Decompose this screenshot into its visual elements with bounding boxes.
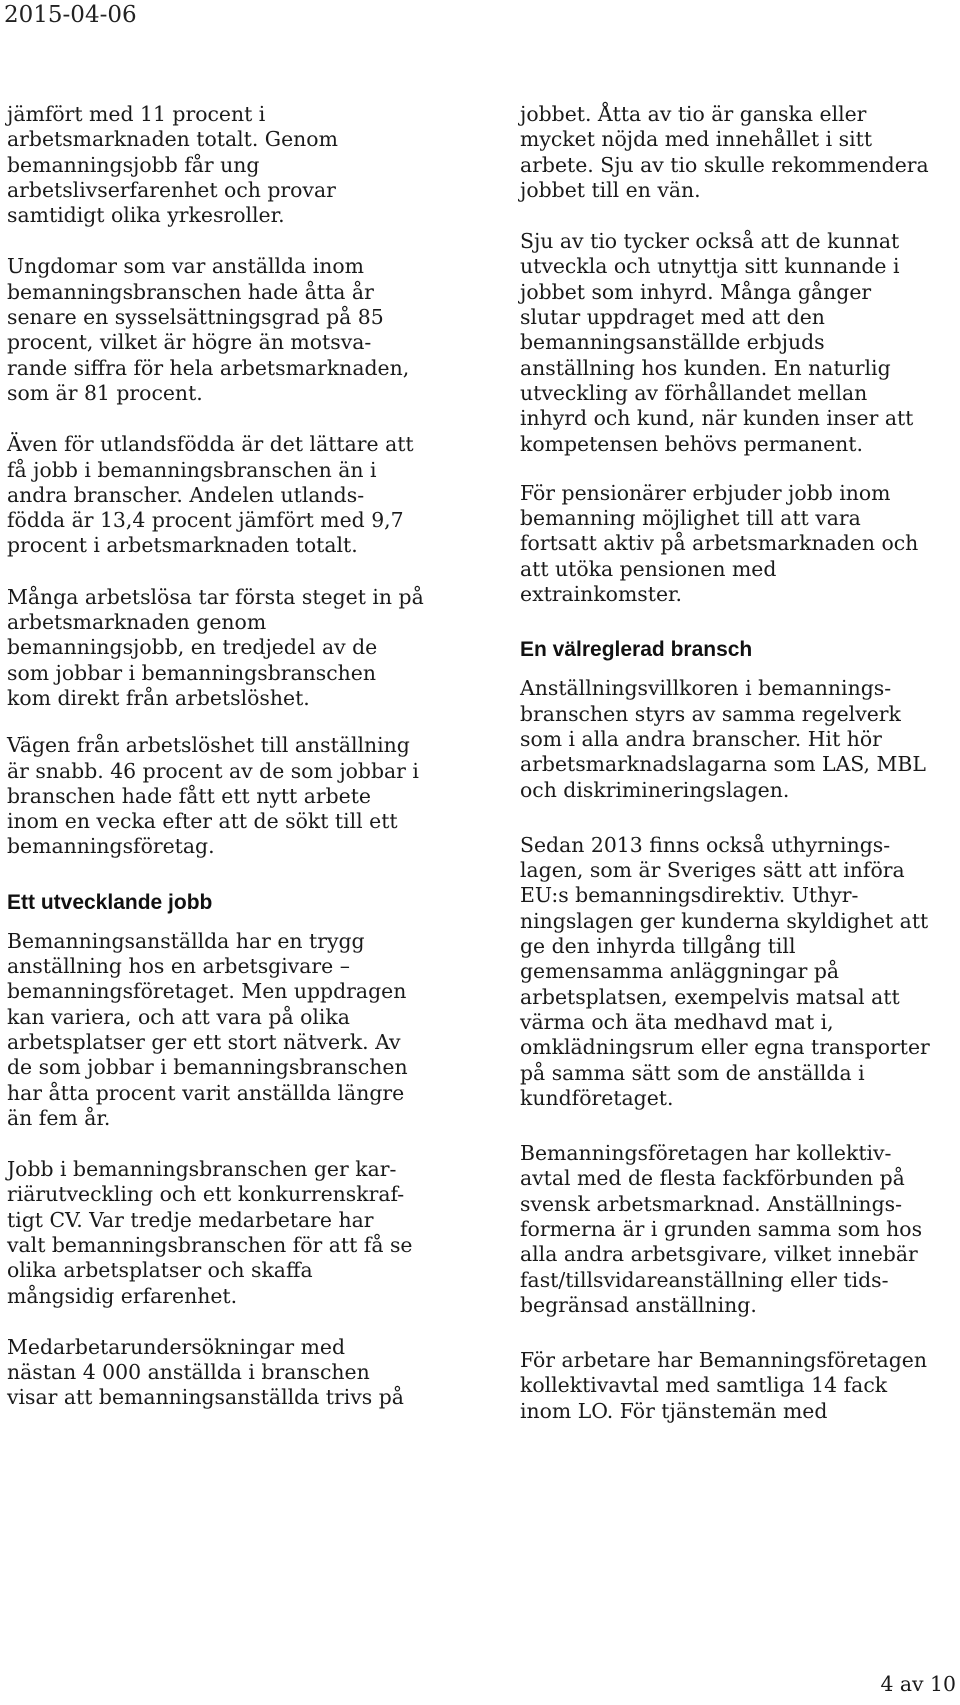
paragraph: Sju av tio tycker också att de kunnat utveckla och utnyttja sitt kunnande i jobbet som inhyrd. Många gånger slutar uppdraget med att den bemanningsanställde erbjuds anställning hos kunden. En naturlig utveckling av förhållandet mellan inhyrd och kund, när kunden inser att kompetensen behövs permanent.: [520, 229, 914, 456]
section-heading-en-valreglerad-bransch: En välreglerad bransch: [520, 638, 753, 662]
paragraph: För arbetare har Bemanningsföretagen kollektivavtal med samtliga 14 fack inom LO. För tjänstemän med: [520, 1348, 927, 1423]
paragraph: Bemanningsanställda har en trygg anställning hos en arbetsgivare – bemanningsföretaget. Men uppdragen kan variera, och att vara på olika arbetsplatser ger ett stort nätverk. Av de som jobbar i bemanningsbranschen har åtta procent varit anställda längre än fem år.: [7, 928, 408, 1130]
paragraph: Även för utlandsfödda är det lättare att få jobb i bemanningsbranschen än i andra branscher. Andelen utlands- födda är 13,4 procent jämfört med 9,7 procent i arbetsmarknaden totalt.: [7, 432, 414, 558]
paragraph: Jobb i bemanningsbranschen ger kar- riärutveckling och ett konkurrenskraf- tigt CV. Var tredje medarbetare har valt bemanningsbranschen för att få se olika arbetsplatser och skaffa mångsidig erfarenhet.: [7, 1157, 413, 1308]
document-date: 2015-04-06: [4, 2, 137, 28]
paragraph: jobbet. Åtta av tio är ganska eller mycket nöjda med innehållet i sitt arbete. Sju av tio skulle rekommendera jobbet till en vän.: [520, 102, 929, 202]
paragraph: Anställningsvillkoren i bemannings- branschen styrs av samma regelverk som i alla andra branscher. Hit hör arbetsmarknadslagarna som LAS, MBL och diskrimineringslagen.: [520, 676, 926, 802]
left-column: [7, 102, 454, 1437]
page-number: 4 av 10: [880, 1672, 956, 1696]
paragraph: Många arbetslösa tar första steget in på arbetsmarknaden genom bemanningsjobb, en tredjedel av de som jobbar i bemanningsbranschen kom direkt från arbetslöshet.: [7, 584, 424, 710]
paragraph: Vägen från arbetslöshet till anställning är snabb. 46 procent av de som jobbar i branschen hade fått ett nytt arbete inom en vecka efter att de sökt till ett bemanningsföretag.: [7, 733, 419, 859]
paragraph: Sedan 2013 finns också uthyrnings- lagen, som är Sveriges sätt att införa EU:s bemanningsdirektiv. Uthyr- ningslagen ger kunderna skyldighet att ge den inhyrda tillgång till gemensamma anläggningar på arbetsplatsen, exempelvis matsal att värma och äta medhavd mat i, omklädningsrum eller egna transporter på samma sätt som de anställda i kundföretaget.: [520, 832, 930, 1110]
paragraph: Ungdomar som var anställda inom bemanningsbranschen hade åtta år senare en sysselsättningsgrad på 85 procent, vilket är högre än motsva- rande siffra för hela arbetsmarknaden, som är 81 procent.: [7, 254, 410, 405]
paragraph: jämfört med 11 procent i arbetsmarknaden totalt. Genom bemanningsjobb får ung arbetslivserfarenhet och provar samtidigt olika yrkesroller.: [7, 102, 338, 228]
right-column: [520, 102, 958, 1450]
paragraph: Bemanningsföretagen har kollektiv- avtal med de flesta fackförbunden på svensk arbetsmarknad. Anställnings- formerna är i grunden samma som hos alla andra arbetsgivare, vilket innebär fast/tillsvidareanställning eller tids- begränsad anställning.: [520, 1141, 923, 1317]
paragraph: För pensionärer erbjuder jobb inom bemanning möjlighet till att vara fortsatt aktiv på arbetsmarknaden och att utöka pensionen med extrainkomster.: [520, 480, 919, 607]
paragraph: Medarbetarundersökningar med nästan 4 000 anställda i branschen visar att bemanningsanställda trivs på: [7, 1334, 404, 1410]
section-heading-ett-utvecklande-jobb: Ett utvecklande jobb: [7, 890, 213, 914]
